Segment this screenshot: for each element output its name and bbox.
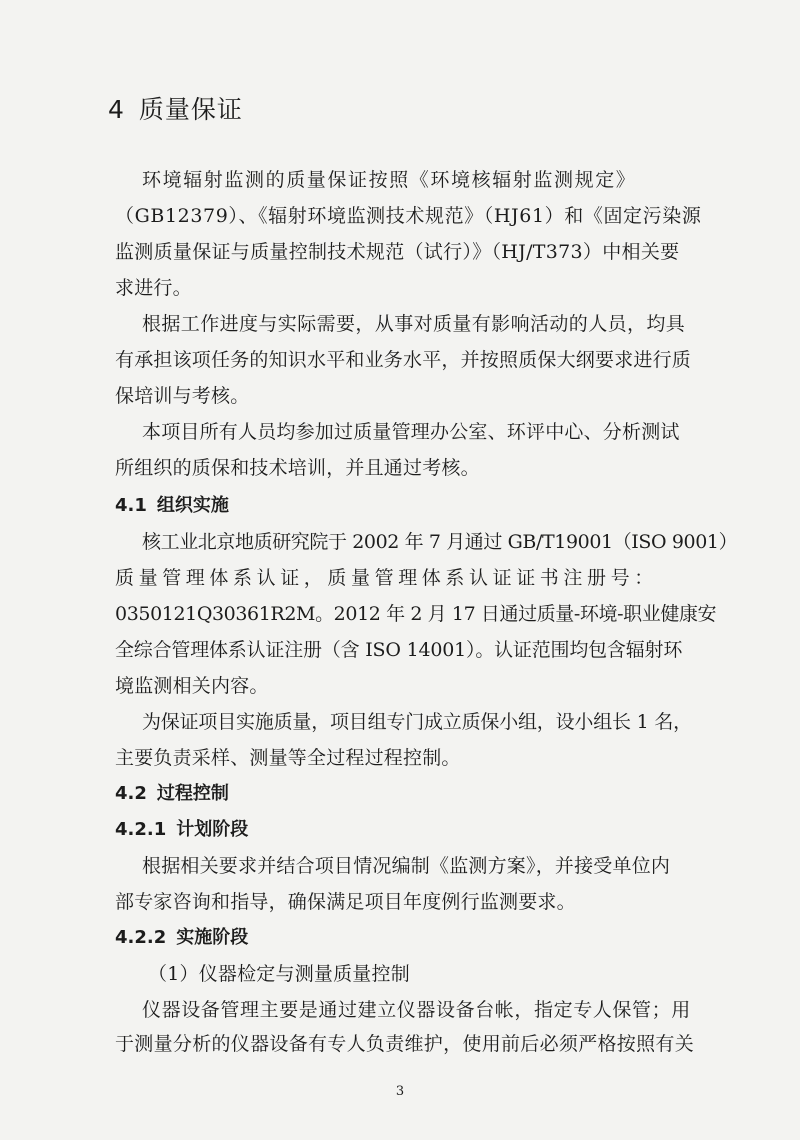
list-item-heading: （1）仪器检定与测量质量控制 — [148, 963, 410, 985]
heading-title: 组织实施 — [156, 495, 229, 516]
paragraph-line: 环境辐射监测的质量保证按照《环境核辐射监测规定》 — [142, 169, 637, 191]
paragraph-line: 本项目所有人员均参加过质量管理办公室、环评中心、分析测试 — [142, 421, 680, 443]
paragraph-line: 有承担该项任务的知识水平和业务水平，并按照质保大纲要求进行质 — [115, 349, 692, 371]
paragraph-line: 保培训与考核。 — [115, 385, 250, 407]
paragraph-line: 全综合管理体系认证注册（含 ISO 14001）。认证范围均包含辐射环 — [115, 639, 683, 661]
heading-number: 4.2 — [115, 783, 147, 804]
section-heading — [108, 90, 243, 126]
heading-number: 4.2.1 — [115, 819, 167, 840]
heading-number: 4.2.2 — [115, 927, 167, 948]
heading-title: 实施阶段 — [176, 927, 249, 948]
paragraph-line: 仪器设备管理主要是通过建立仪器设备台帐，指定专人保管；用 — [142, 999, 691, 1021]
paragraph-line: 根据工作进度与实际需要，从事对质量有影响活动的人员，均具 — [142, 313, 686, 335]
paragraph-line: 监测质量保证与质量控制技术规范（试行）》（HJ/T373）中相关要 — [115, 241, 680, 263]
paragraph-line: 根据相关要求并结合项目情况编制《监测方案》，并接受单位内 — [142, 855, 671, 877]
paragraph-line: 核工业北京地质研究院于 2002 年 7 月通过 GB/T19001（ISO 9001） — [142, 531, 738, 553]
heading-title: 计划阶段 — [176, 819, 249, 840]
section-number: 4 — [108, 95, 125, 124]
paragraph-line: 于测量分析的仪器设备有专人负责维护，使用前后必须严格按照有关 — [115, 1033, 695, 1055]
heading-title: 过程控制 — [156, 783, 229, 804]
paragraph-line: 所组织的质保和技术培训，并且通过考核。 — [115, 457, 480, 479]
paragraph-line: 部专家咨询和指导，确保满足项目年度例行监测要求。 — [115, 891, 576, 913]
subsection-heading-4-1 — [115, 494, 229, 518]
subsection-heading-4-2-2 — [115, 926, 248, 950]
paragraph-line: （GB12379）、《辐射环境监测技术规范》（HJ61）和《固定污染源 — [115, 205, 702, 227]
page-number: 3 — [395, 1084, 405, 1099]
paragraph-line: 质量管理体系认证，质量管理体系认证证书注册号： — [115, 567, 658, 589]
section-title: 质量保证 — [138, 95, 243, 124]
paragraph-line: 境监测相关内容。 — [115, 675, 269, 697]
subsection-heading-4-2-1 — [115, 818, 248, 842]
paragraph-line: 为保证项目实施质量，项目组专门成立质保小组，设小组长 1 名， — [142, 711, 692, 733]
paragraph-line: 求进行。 — [115, 277, 192, 299]
subsection-heading-4-2 — [115, 782, 229, 806]
paragraph-line: 主要负责采样、测量等全过程过程控制。 — [115, 747, 461, 769]
heading-number: 4.1 — [115, 495, 147, 516]
paragraph-line: 0350121Q30361R2M。2012 年 2 月 17 日通过质量-环境-职业健康安 — [115, 603, 717, 625]
